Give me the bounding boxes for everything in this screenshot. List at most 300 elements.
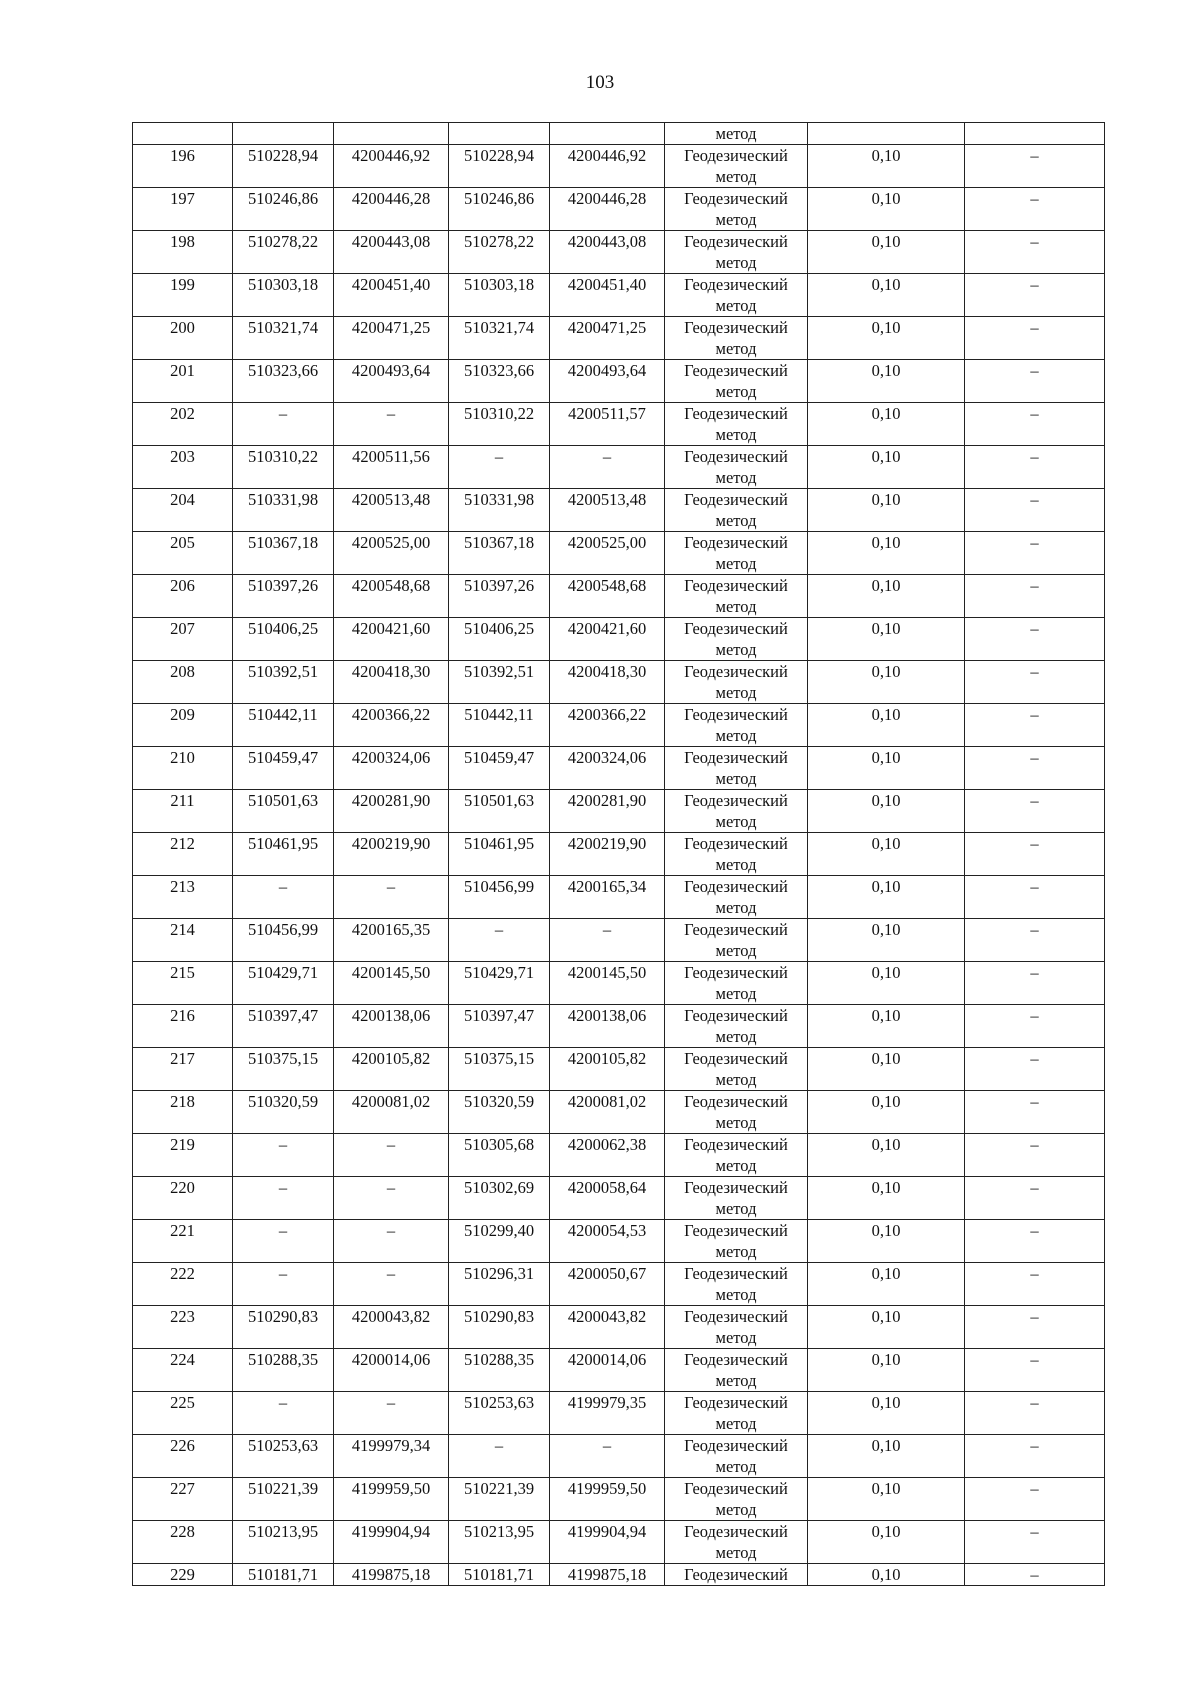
x-new-cell: 510310,22 xyxy=(449,403,550,446)
x-new-cell: – xyxy=(449,1435,550,1478)
note-cell: – xyxy=(965,1091,1105,1134)
point-number-cell: 211 xyxy=(133,790,233,833)
table-row xyxy=(133,403,1105,446)
x-new-cell: 510429,71 xyxy=(449,962,550,1005)
x-new-cell: 510181,71 xyxy=(449,1564,550,1586)
note-cell: – xyxy=(965,1048,1105,1091)
accuracy-cell: 0,10 xyxy=(808,704,965,747)
method-cell xyxy=(665,1048,808,1091)
note-cell: – xyxy=(965,1005,1105,1048)
y-existing-cell: 4200145,50 xyxy=(334,962,449,1005)
point-number-cell: 210 xyxy=(133,747,233,790)
y-new-cell: 4200058,64 xyxy=(550,1177,665,1220)
y-existing-cell: 4200443,08 xyxy=(334,231,449,274)
x-existing-cell: 510181,71 xyxy=(233,1564,334,1586)
x-new-cell: 510456,99 xyxy=(449,876,550,919)
method-line-2: метод xyxy=(715,1156,757,1175)
accuracy-cell: 0,10 xyxy=(808,360,965,403)
method-cell xyxy=(665,919,808,962)
point-number-cell: 206 xyxy=(133,575,233,618)
y-new-cell: 4200421,60 xyxy=(550,618,665,661)
accuracy-cell: 0,10 xyxy=(808,790,965,833)
table-row xyxy=(133,446,1105,489)
table-row xyxy=(133,1349,1105,1392)
accuracy-cell: 0,10 xyxy=(808,274,965,317)
x-existing-cell: 510321,74 xyxy=(233,317,334,360)
x-new-cell: 510290,83 xyxy=(449,1306,550,1349)
point-number-cell: 214 xyxy=(133,919,233,962)
method-cell xyxy=(665,661,808,704)
note-cell: – xyxy=(965,919,1105,962)
note-cell: – xyxy=(965,1435,1105,1478)
method-line-1: Геодезический xyxy=(684,619,788,638)
y-existing-cell: – xyxy=(334,1134,449,1177)
accuracy-cell: 0,10 xyxy=(808,962,965,1005)
y-existing-cell: – xyxy=(334,876,449,919)
point-number-cell: 198 xyxy=(133,231,233,274)
table-row xyxy=(133,1306,1105,1349)
table-row xyxy=(133,317,1105,360)
table-row xyxy=(133,962,1105,1005)
accuracy-cell: 0,10 xyxy=(808,145,965,188)
method-cell xyxy=(665,618,808,661)
point-number-cell: 222 xyxy=(133,1263,233,1306)
method-line-2: метод xyxy=(715,1414,757,1433)
x-new-cell: 510442,11 xyxy=(449,704,550,747)
y-new-cell: 4200219,90 xyxy=(550,833,665,876)
point-number-cell: 201 xyxy=(133,360,233,403)
y-existing-cell: 4200451,40 xyxy=(334,274,449,317)
method-line-1: Геодезический xyxy=(684,447,788,466)
note-cell: – xyxy=(965,317,1105,360)
point-number-cell: 204 xyxy=(133,489,233,532)
y-new-cell: 4200043,82 xyxy=(550,1306,665,1349)
table-row xyxy=(133,1220,1105,1263)
y-new-cell: – xyxy=(550,446,665,489)
y-existing-cell: 4199959,50 xyxy=(334,1478,449,1521)
x-existing-cell: 510290,83 xyxy=(233,1306,334,1349)
y-existing-cell: 4200421,60 xyxy=(334,618,449,661)
y-existing-cell: 4200081,02 xyxy=(334,1091,449,1134)
method-line-1: Геодезический xyxy=(684,1393,788,1412)
method-cell xyxy=(665,876,808,919)
y-new-cell: 4199959,50 xyxy=(550,1478,665,1521)
point-number-cell: 213 xyxy=(133,876,233,919)
accuracy-cell: 0,10 xyxy=(808,1435,965,1478)
point-number-cell: 216 xyxy=(133,1005,233,1048)
y-new-cell: 4200281,90 xyxy=(550,790,665,833)
x-existing-cell: – xyxy=(233,1134,334,1177)
accuracy-cell: 0,10 xyxy=(808,1091,965,1134)
accuracy-cell: 0,10 xyxy=(808,489,965,532)
y-existing-cell: 4200418,30 xyxy=(334,661,449,704)
note-cell: – xyxy=(965,145,1105,188)
method-line-1: Геодезический xyxy=(684,1221,788,1240)
note-cell: – xyxy=(965,1263,1105,1306)
y-existing-cell: 4200219,90 xyxy=(334,833,449,876)
method-line-2: метод xyxy=(715,511,757,530)
y-new-cell: 4200451,40 xyxy=(550,274,665,317)
method-line-2: метод xyxy=(715,296,757,315)
method-cell xyxy=(665,188,808,231)
method-line-2: метод xyxy=(715,898,757,917)
x-existing-cell: 510406,25 xyxy=(233,618,334,661)
note-cell: – xyxy=(965,1521,1105,1564)
method-line-1: Геодезический xyxy=(684,404,788,423)
point-number-cell: 212 xyxy=(133,833,233,876)
point-number-cell: 200 xyxy=(133,317,233,360)
y-existing-cell: 4200525,00 xyxy=(334,532,449,575)
y-new-cell: 4200105,82 xyxy=(550,1048,665,1091)
x-existing-cell: 510501,63 xyxy=(233,790,334,833)
x-new-cell: 510288,35 xyxy=(449,1349,550,1392)
continued-row xyxy=(133,123,1105,145)
x-existing-cell: 510288,35 xyxy=(233,1349,334,1392)
note-cell: – xyxy=(965,446,1105,489)
table-row xyxy=(133,1263,1105,1306)
point-number-cell: 207 xyxy=(133,618,233,661)
method-line-1: Геодезический xyxy=(684,662,788,681)
accuracy-cell: 0,10 xyxy=(808,1478,965,1521)
method-line-1: Геодезический xyxy=(684,146,788,165)
x-existing-cell: 510278,22 xyxy=(233,231,334,274)
method-cell xyxy=(665,145,808,188)
x-new-cell: 510320,59 xyxy=(449,1091,550,1134)
note-cell: – xyxy=(965,489,1105,532)
method-line-1: Геодезический xyxy=(684,576,788,595)
method-line-1: Геодезический xyxy=(684,920,788,939)
y-existing-cell: 4200014,06 xyxy=(334,1349,449,1392)
table-row xyxy=(133,575,1105,618)
method-cell xyxy=(665,962,808,1005)
method-line-1: Геодезический xyxy=(684,1092,788,1111)
y-existing-cell: – xyxy=(334,1177,449,1220)
method-cell xyxy=(665,790,808,833)
x-existing-cell: – xyxy=(233,1392,334,1435)
note-cell: – xyxy=(965,1478,1105,1521)
method-line-2: метод xyxy=(715,1027,757,1046)
x-existing-cell: 510461,95 xyxy=(233,833,334,876)
point-number-cell: 209 xyxy=(133,704,233,747)
x-new-cell: 510406,25 xyxy=(449,618,550,661)
x-existing-cell: 510367,18 xyxy=(233,532,334,575)
x-existing-cell: – xyxy=(233,1177,334,1220)
x-new-cell: 510397,26 xyxy=(449,575,550,618)
table-row xyxy=(133,1392,1105,1435)
x-new-cell: 510461,95 xyxy=(449,833,550,876)
method-line-2: метод xyxy=(715,210,757,229)
method-line-2: метод xyxy=(715,1070,757,1089)
method-cell xyxy=(665,489,808,532)
table-row xyxy=(133,1134,1105,1177)
note-cell: – xyxy=(965,231,1105,274)
accuracy-cell: 0,10 xyxy=(808,1048,965,1091)
note-cell: – xyxy=(965,876,1105,919)
y-new-cell: 4200014,06 xyxy=(550,1349,665,1392)
table-row xyxy=(133,919,1105,962)
x-existing-cell: 510228,94 xyxy=(233,145,334,188)
method-line-2: метод xyxy=(715,468,757,487)
point-number-cell: 197 xyxy=(133,188,233,231)
table-row xyxy=(133,274,1105,317)
y-existing-cell: 4200471,25 xyxy=(334,317,449,360)
method-cell xyxy=(665,575,808,618)
point-number-cell: 203 xyxy=(133,446,233,489)
method-line-1: Геодезический xyxy=(684,1178,788,1197)
method-line-2: метод xyxy=(715,1113,757,1132)
y-new-cell: 4200366,22 xyxy=(550,704,665,747)
method-line-2: метод xyxy=(715,1371,757,1390)
y-new-cell: 4199979,35 xyxy=(550,1392,665,1435)
note-cell: – xyxy=(965,747,1105,790)
x-new-cell: 510228,94 xyxy=(449,145,550,188)
method-line-2: метод xyxy=(715,812,757,831)
y-new-cell: 4200443,08 xyxy=(550,231,665,274)
method-line-2: метод xyxy=(715,253,757,272)
method-line-1: Геодезический xyxy=(684,361,788,380)
table-row xyxy=(133,145,1105,188)
y-new-cell: 4200493,64 xyxy=(550,360,665,403)
accuracy-cell: 0,10 xyxy=(808,833,965,876)
y-existing-cell: 4199979,34 xyxy=(334,1435,449,1478)
point-number-cell: 225 xyxy=(133,1392,233,1435)
method-cell xyxy=(665,274,808,317)
method-line-1: Геодезический xyxy=(684,1006,788,1025)
x-existing-cell: 510213,95 xyxy=(233,1521,334,1564)
x-existing-cell: 510459,47 xyxy=(233,747,334,790)
y-existing-cell: 4200548,68 xyxy=(334,575,449,618)
y-new-cell: 4200145,50 xyxy=(550,962,665,1005)
accuracy-cell: 0,10 xyxy=(808,661,965,704)
y-new-cell: 4200446,92 xyxy=(550,145,665,188)
method-line-2: метод xyxy=(715,425,757,444)
x-new-cell: 510221,39 xyxy=(449,1478,550,1521)
method-cell xyxy=(665,1005,808,1048)
method-line-2: метод xyxy=(715,167,757,186)
point-number-cell: 221 xyxy=(133,1220,233,1263)
point-number-cell: 199 xyxy=(133,274,233,317)
method-cell xyxy=(665,1306,808,1349)
note-cell: – xyxy=(965,1306,1105,1349)
y-new-cell: 4200446,28 xyxy=(550,188,665,231)
method-line-1: Геодезический xyxy=(684,1350,788,1369)
point-number-cell: 202 xyxy=(133,403,233,446)
method-line-1: Геодезический xyxy=(684,834,788,853)
table-row xyxy=(133,747,1105,790)
y-existing-cell: – xyxy=(334,1263,449,1306)
accuracy-cell: 0,10 xyxy=(808,403,965,446)
method-line-1: Геодезический xyxy=(684,1436,788,1455)
y-new-cell: 4200081,02 xyxy=(550,1091,665,1134)
method-cell xyxy=(665,704,808,747)
method-cell xyxy=(665,532,808,575)
accuracy-cell: 0,10 xyxy=(808,1220,965,1263)
point-number-cell: 217 xyxy=(133,1048,233,1091)
table-row xyxy=(133,1478,1105,1521)
table-row xyxy=(133,188,1105,231)
method-line-1: Геодезический xyxy=(684,1049,788,1068)
coordinates-table xyxy=(132,122,1105,1586)
y-new-cell: 4200138,06 xyxy=(550,1005,665,1048)
accuracy-cell: 0,10 xyxy=(808,1349,965,1392)
y-existing-cell: 4200138,06 xyxy=(334,1005,449,1048)
point-number-cell: 228 xyxy=(133,1521,233,1564)
accuracy-cell: 0,10 xyxy=(808,575,965,618)
point-number-cell: 196 xyxy=(133,145,233,188)
point-number-cell: 218 xyxy=(133,1091,233,1134)
x-existing-cell: 510375,15 xyxy=(233,1048,334,1091)
y-new-cell: 4200511,57 xyxy=(550,403,665,446)
x-new-cell: 510331,98 xyxy=(449,489,550,532)
method-line-1: Геодезический xyxy=(684,1565,788,1584)
method-line-2: метод xyxy=(715,640,757,659)
note-cell: – xyxy=(965,532,1105,575)
note-cell: – xyxy=(965,360,1105,403)
method-cell xyxy=(665,1091,808,1134)
point-number-cell: 229 xyxy=(133,1564,233,1586)
x-new-cell: 510323,66 xyxy=(449,360,550,403)
method-line-2: метод xyxy=(715,941,757,960)
method-line-2: метод xyxy=(715,1457,757,1476)
method-line-2: метод xyxy=(715,382,757,401)
method-cell xyxy=(665,403,808,446)
table-row xyxy=(133,1177,1105,1220)
accuracy-cell: 0,10 xyxy=(808,876,965,919)
table-row xyxy=(133,1564,1105,1586)
accuracy-cell: 0,10 xyxy=(808,1005,965,1048)
table-row xyxy=(133,1521,1105,1564)
point-number-cell: 220 xyxy=(133,1177,233,1220)
point-number-cell: 219 xyxy=(133,1134,233,1177)
table-row xyxy=(133,833,1105,876)
method-line-2: метод xyxy=(715,1543,757,1562)
x-new-cell: 510367,18 xyxy=(449,532,550,575)
table-row xyxy=(133,489,1105,532)
method-line-1: Геодезический xyxy=(684,877,788,896)
note-cell: – xyxy=(965,1564,1105,1586)
note-cell: – xyxy=(965,618,1105,661)
point-number-cell: 215 xyxy=(133,962,233,1005)
x-new-cell: 510213,95 xyxy=(449,1521,550,1564)
method-line-1: Геодезический xyxy=(684,232,788,251)
table-row xyxy=(133,704,1105,747)
table-row xyxy=(133,360,1105,403)
accuracy-cell: 0,10 xyxy=(808,1134,965,1177)
x-existing-cell: 510221,39 xyxy=(233,1478,334,1521)
method-line-2: метод xyxy=(715,769,757,788)
table-row xyxy=(133,1435,1105,1478)
x-existing-cell: – xyxy=(233,403,334,446)
x-new-cell: – xyxy=(449,446,550,489)
x-new-cell: 510375,15 xyxy=(449,1048,550,1091)
method-line-2: метод xyxy=(715,683,757,702)
method-cell xyxy=(665,1564,808,1586)
method-line-1: Геодезический xyxy=(684,490,788,509)
x-new-cell: 510459,47 xyxy=(449,747,550,790)
method-line-1: Геодезический xyxy=(684,748,788,767)
method-cell xyxy=(665,1263,808,1306)
note-cell: – xyxy=(965,1349,1105,1392)
y-existing-cell: 4200513,48 xyxy=(334,489,449,532)
method-cell xyxy=(665,833,808,876)
note-cell: – xyxy=(965,962,1105,1005)
method-line-1: Геодезический xyxy=(684,963,788,982)
method-line-2: метод xyxy=(715,1328,757,1347)
x-existing-cell: 510253,63 xyxy=(233,1435,334,1478)
x-existing-cell: 510392,51 xyxy=(233,661,334,704)
y-new-cell: 4200525,00 xyxy=(550,532,665,575)
note-cell: – xyxy=(965,1392,1105,1435)
table-row xyxy=(133,790,1105,833)
y-new-cell: 4200324,06 xyxy=(550,747,665,790)
y-existing-cell: 4200105,82 xyxy=(334,1048,449,1091)
y-existing-cell: 4200446,28 xyxy=(334,188,449,231)
method-line-1: Геодезический xyxy=(684,1522,788,1541)
x-new-cell: 510246,86 xyxy=(449,188,550,231)
method-cell xyxy=(665,1392,808,1435)
y-new-cell: 4200050,67 xyxy=(550,1263,665,1306)
accuracy-cell: 0,10 xyxy=(808,618,965,661)
y-new-cell: – xyxy=(550,919,665,962)
y-new-cell: 4200471,25 xyxy=(550,317,665,360)
x-existing-cell: 510442,11 xyxy=(233,704,334,747)
method-line-1: Геодезический xyxy=(684,1479,788,1498)
y-new-cell: – xyxy=(550,1435,665,1478)
table-row xyxy=(133,231,1105,274)
accuracy-cell: 0,10 xyxy=(808,1263,965,1306)
method-cell xyxy=(665,1478,808,1521)
x-existing-cell: 510456,99 xyxy=(233,919,334,962)
x-existing-cell: 510320,59 xyxy=(233,1091,334,1134)
y-new-cell: 4200165,34 xyxy=(550,876,665,919)
note-cell: – xyxy=(965,1177,1105,1220)
method-cell xyxy=(665,360,808,403)
x-new-cell: 510253,63 xyxy=(449,1392,550,1435)
note-cell: – xyxy=(965,833,1105,876)
method-cell xyxy=(665,231,808,274)
method-line-2: метод xyxy=(715,726,757,745)
method-line-2: метод xyxy=(715,597,757,616)
x-existing-cell: 510397,47 xyxy=(233,1005,334,1048)
method-cell xyxy=(665,317,808,360)
table-row xyxy=(133,661,1105,704)
method-cell xyxy=(665,1177,808,1220)
x-existing-cell: 510310,22 xyxy=(233,446,334,489)
table-row xyxy=(133,1048,1105,1091)
note-cell: – xyxy=(965,704,1105,747)
point-number-cell: 205 xyxy=(133,532,233,575)
note-cell: – xyxy=(965,1220,1105,1263)
method-line-2: метод xyxy=(715,1500,757,1519)
table-row xyxy=(133,1005,1105,1048)
y-existing-cell: 4199904,94 xyxy=(334,1521,449,1564)
x-existing-cell: 510331,98 xyxy=(233,489,334,532)
accuracy-cell: 0,10 xyxy=(808,317,965,360)
accuracy-cell: 0,10 xyxy=(808,1564,965,1586)
method-cell: метод xyxy=(665,123,808,145)
method-line-2: метод xyxy=(715,1199,757,1218)
y-existing-cell: 4200281,90 xyxy=(334,790,449,833)
method-line-1: Геодезический xyxy=(684,1307,788,1326)
accuracy-cell: 0,10 xyxy=(808,231,965,274)
note-cell: – xyxy=(965,790,1105,833)
method-cell xyxy=(665,1349,808,1392)
x-new-cell: 510392,51 xyxy=(449,661,550,704)
method-line-1: Геодезический xyxy=(684,275,788,294)
note-cell: – xyxy=(965,274,1105,317)
method-cell xyxy=(665,1521,808,1564)
y-existing-cell: – xyxy=(334,1220,449,1263)
